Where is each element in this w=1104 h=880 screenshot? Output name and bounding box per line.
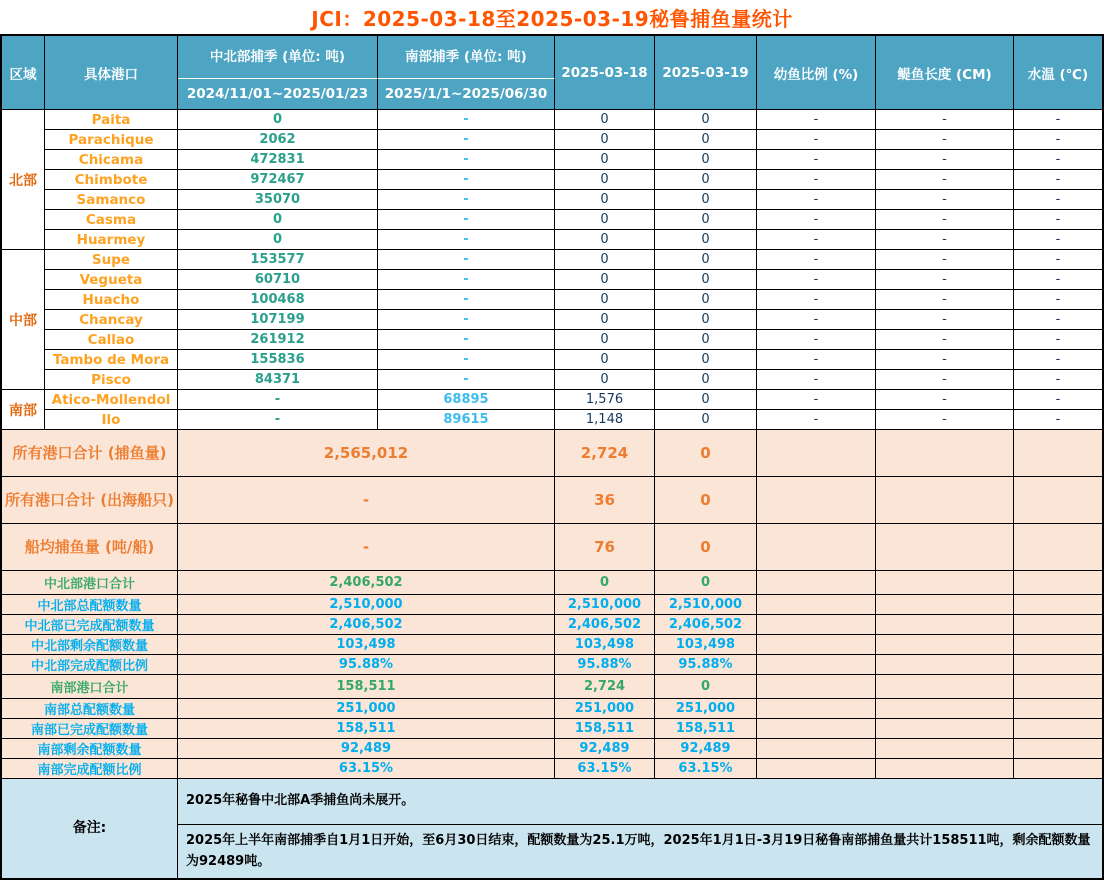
cell-nc-catch: 155836 xyxy=(178,350,378,370)
statistics-table xyxy=(0,34,1104,880)
header-water-temp: 水温 (℃) xyxy=(1014,36,1102,110)
section-date2-value: 251,000 xyxy=(655,699,757,719)
cell-length: - xyxy=(876,250,1014,270)
cell-temp: - xyxy=(1014,310,1102,330)
summary-season-value: 2,565,012 xyxy=(178,430,555,477)
remarks-note-1: 2025年秘鲁中北部A季捕鱼尚未展开。 xyxy=(178,779,1102,825)
cell-south-catch: - xyxy=(378,230,555,250)
cell-south-catch: - xyxy=(378,310,555,330)
cell-south-catch: - xyxy=(378,190,555,210)
cell-juvenile: - xyxy=(757,310,876,330)
section-date1-value: 2,724 xyxy=(555,675,655,699)
cell-temp: - xyxy=(1014,110,1102,130)
section-date1-value: 95.88% xyxy=(555,655,655,675)
cell-temp: - xyxy=(1014,290,1102,310)
cell-south-catch: - xyxy=(378,290,555,310)
cell-date1-value: 0 xyxy=(555,210,655,230)
cell-juvenile: - xyxy=(757,390,876,410)
cell-date1-value: 0 xyxy=(555,350,655,370)
cell-date1-value: 0 xyxy=(555,110,655,130)
cell-south-catch: 89615 xyxy=(378,410,555,430)
section-date2-value: 63.15% xyxy=(655,759,757,779)
empty-cell xyxy=(1014,430,1102,477)
cell-nc-catch: 35070 xyxy=(178,190,378,210)
cell-juvenile: - xyxy=(757,230,876,250)
empty-cell xyxy=(757,430,876,477)
header-region: 区域 xyxy=(2,36,45,110)
empty-cell xyxy=(757,635,876,655)
cell-date2-value: 0 xyxy=(655,410,757,430)
cell-temp: - xyxy=(1014,130,1102,150)
cell-length: - xyxy=(876,370,1014,390)
port-name: Atico-Mollendol xyxy=(45,390,178,410)
summary-date1-value: 36 xyxy=(555,477,655,524)
empty-cell xyxy=(876,524,1014,571)
empty-cell xyxy=(757,739,876,759)
section-date1-value: 0 xyxy=(555,571,655,595)
empty-cell xyxy=(876,759,1014,779)
port-name: Pisco xyxy=(45,370,178,390)
region-label: 中部 xyxy=(2,250,45,390)
empty-cell xyxy=(757,615,876,635)
section-season-value: 251,000 xyxy=(178,699,555,719)
empty-cell xyxy=(757,699,876,719)
cell-length: - xyxy=(876,190,1014,210)
empty-cell xyxy=(757,477,876,524)
cell-juvenile: - xyxy=(757,370,876,390)
region-label: 南部 xyxy=(2,390,45,430)
cell-juvenile: - xyxy=(757,350,876,370)
section-date1-value: 92,489 xyxy=(555,739,655,759)
cell-nc-catch: 60710 xyxy=(178,270,378,290)
section-season-value: 95.88% xyxy=(178,655,555,675)
cell-juvenile: - xyxy=(757,270,876,290)
section-date2-value: 103,498 xyxy=(655,635,757,655)
empty-cell xyxy=(757,655,876,675)
section-label: 中北部已完成配额数量 xyxy=(2,615,178,635)
cell-south-catch: - xyxy=(378,170,555,190)
section-date1-value: 63.15% xyxy=(555,759,655,779)
section-label: 南部已完成配额数量 xyxy=(2,719,178,739)
empty-cell xyxy=(876,699,1014,719)
cell-temp: - xyxy=(1014,350,1102,370)
cell-nc-catch: 0 xyxy=(178,110,378,130)
page-title: JCI：2025-03-18至2025-03-19秘鲁捕鱼量统计 xyxy=(0,0,1104,34)
empty-cell xyxy=(757,675,876,699)
cell-juvenile: - xyxy=(757,210,876,230)
section-date1-value: 251,000 xyxy=(555,699,655,719)
section-date2-value: 158,511 xyxy=(655,719,757,739)
cell-date2-value: 0 xyxy=(655,170,757,190)
cell-date2-value: 0 xyxy=(655,150,757,170)
remarks-label: 备注: xyxy=(2,779,178,878)
cell-length: - xyxy=(876,350,1014,370)
summary-label: 所有港口合计 (捕鱼量) xyxy=(2,430,178,477)
cell-south-catch: - xyxy=(378,150,555,170)
cell-nc-catch: 0 xyxy=(178,230,378,250)
empty-cell xyxy=(876,571,1014,595)
cell-temp: - xyxy=(1014,150,1102,170)
summary-season-value: - xyxy=(178,477,555,524)
cell-date1-value: 0 xyxy=(555,130,655,150)
cell-date2-value: 0 xyxy=(655,110,757,130)
empty-cell xyxy=(757,524,876,571)
cell-temp: - xyxy=(1014,390,1102,410)
section-date2-value: 2,406,502 xyxy=(655,615,757,635)
port-name: Supe xyxy=(45,250,178,270)
summary-date2-value: 0 xyxy=(655,524,757,571)
cell-date1-value: 0 xyxy=(555,290,655,310)
cell-south-catch: - xyxy=(378,110,555,130)
cell-length: - xyxy=(876,410,1014,430)
cell-date1-value: 0 xyxy=(555,250,655,270)
port-name: Chicama xyxy=(45,150,178,170)
section-date2-value: 2,510,000 xyxy=(655,595,757,615)
section-date2-value: 92,489 xyxy=(655,739,757,759)
cell-south-catch: - xyxy=(378,130,555,150)
cell-temp: - xyxy=(1014,250,1102,270)
port-name: Huarmey xyxy=(45,230,178,250)
empty-cell xyxy=(876,655,1014,675)
cell-date1-value: 0 xyxy=(555,150,655,170)
cell-temp: - xyxy=(1014,330,1102,350)
cell-date2-value: 0 xyxy=(655,250,757,270)
summary-label: 所有港口合计 (出海船只) xyxy=(2,477,178,524)
cell-nc-catch: 261912 xyxy=(178,330,378,350)
cell-date2-value: 0 xyxy=(655,270,757,290)
empty-cell xyxy=(757,719,876,739)
port-name: Callao xyxy=(45,330,178,350)
cell-temp: - xyxy=(1014,210,1102,230)
port-name: Chancay xyxy=(45,310,178,330)
section-season-value: 103,498 xyxy=(178,635,555,655)
cell-length: - xyxy=(876,110,1014,130)
section-date1-value: 2,510,000 xyxy=(555,595,655,615)
summary-date2-value: 0 xyxy=(655,477,757,524)
cell-date2-value: 0 xyxy=(655,190,757,210)
cell-length: - xyxy=(876,310,1014,330)
cell-date1-value: 0 xyxy=(555,310,655,330)
empty-cell xyxy=(876,719,1014,739)
section-label: 南部总配额数量 xyxy=(2,699,178,719)
cell-south-catch: - xyxy=(378,370,555,390)
empty-cell xyxy=(757,571,876,595)
cell-nc-catch: 2062 xyxy=(178,130,378,150)
empty-cell xyxy=(757,595,876,615)
section-season-value: 63.15% xyxy=(178,759,555,779)
cell-length: - xyxy=(876,130,1014,150)
cell-juvenile: - xyxy=(757,130,876,150)
port-name: Samanco xyxy=(45,190,178,210)
cell-south-catch: 68895 xyxy=(378,390,555,410)
cell-temp: - xyxy=(1014,170,1102,190)
cell-date1-value: 1,148 xyxy=(555,410,655,430)
cell-south-catch: - xyxy=(378,330,555,350)
cell-juvenile: - xyxy=(757,170,876,190)
section-date2-value: 0 xyxy=(655,675,757,699)
remarks-note-2: 2025年上半年南部捕季自1月1日开始，至6月30日结束，配额数量为25.1万吨，2025年1月1日-3月19日秘鲁南部捕鱼量共计158511吨，剩余配额数量为92489吨。 xyxy=(178,825,1102,878)
header-nc-season: 中北部捕季 (单位: 吨) xyxy=(178,36,378,79)
summary-date2-value: 0 xyxy=(655,430,757,477)
header-date-2: 2025-03-19 xyxy=(655,36,757,110)
cell-temp: - xyxy=(1014,370,1102,390)
port-name: Parachique xyxy=(45,130,178,150)
summary-date1-value: 2,724 xyxy=(555,430,655,477)
empty-cell xyxy=(1014,477,1102,524)
cell-juvenile: - xyxy=(757,150,876,170)
section-season-value: 158,511 xyxy=(178,675,555,699)
cell-juvenile: - xyxy=(757,290,876,310)
port-name: Casma xyxy=(45,210,178,230)
section-label: 中北部完成配额比例 xyxy=(2,655,178,675)
cell-length: - xyxy=(876,270,1014,290)
cell-juvenile: - xyxy=(757,110,876,130)
empty-cell xyxy=(757,759,876,779)
summary-label: 船均捕鱼量 (吨/船) xyxy=(2,524,178,571)
cell-nc-catch: 84371 xyxy=(178,370,378,390)
section-label: 中北部总配额数量 xyxy=(2,595,178,615)
cell-date1-value: 0 xyxy=(555,190,655,210)
cell-date2-value: 0 xyxy=(655,210,757,230)
cell-nc-catch: 972467 xyxy=(178,170,378,190)
empty-cell xyxy=(1014,655,1102,675)
section-date2-value: 0 xyxy=(655,571,757,595)
header-date-1: 2025-03-18 xyxy=(555,36,655,110)
cell-temp: - xyxy=(1014,270,1102,290)
cell-nc-catch: - xyxy=(178,390,378,410)
port-name: Paita xyxy=(45,110,178,130)
header-port: 具体港口 xyxy=(45,36,178,110)
cell-nc-catch: 0 xyxy=(178,210,378,230)
cell-date2-value: 0 xyxy=(655,370,757,390)
header-s-dates: 2025/1/1~2025/06/30 xyxy=(378,79,555,110)
cell-south-catch: - xyxy=(378,270,555,290)
empty-cell xyxy=(876,739,1014,759)
empty-cell xyxy=(1014,699,1102,719)
cell-date2-value: 0 xyxy=(655,330,757,350)
cell-date1-value: 0 xyxy=(555,370,655,390)
port-name: Vegueta xyxy=(45,270,178,290)
empty-cell xyxy=(1014,675,1102,699)
cell-south-catch: - xyxy=(378,350,555,370)
cell-date2-value: 0 xyxy=(655,390,757,410)
empty-cell xyxy=(876,430,1014,477)
section-label: 南部剩余配额数量 xyxy=(2,739,178,759)
section-season-value: 158,511 xyxy=(178,719,555,739)
cell-south-catch: - xyxy=(378,250,555,270)
section-date1-value: 2,406,502 xyxy=(555,615,655,635)
cell-temp: - xyxy=(1014,190,1102,210)
cell-length: - xyxy=(876,330,1014,350)
cell-date2-value: 0 xyxy=(655,350,757,370)
cell-juvenile: - xyxy=(757,190,876,210)
cell-nc-catch: - xyxy=(178,410,378,430)
section-date2-value: 95.88% xyxy=(655,655,757,675)
header-anchovy-length: 鳀鱼长度 (CM) xyxy=(876,36,1014,110)
cell-length: - xyxy=(876,210,1014,230)
empty-cell xyxy=(876,615,1014,635)
cell-length: - xyxy=(876,390,1014,410)
section-date1-value: 158,511 xyxy=(555,719,655,739)
cell-temp: - xyxy=(1014,230,1102,250)
cell-date1-value: 0 xyxy=(555,330,655,350)
cell-juvenile: - xyxy=(757,250,876,270)
cell-length: - xyxy=(876,290,1014,310)
empty-cell xyxy=(876,595,1014,615)
section-season-value: 2,510,000 xyxy=(178,595,555,615)
section-season-value: 92,489 xyxy=(178,739,555,759)
cell-date2-value: 0 xyxy=(655,230,757,250)
section-date1-value: 103,498 xyxy=(555,635,655,655)
empty-cell xyxy=(1014,595,1102,615)
summary-date1-value: 76 xyxy=(555,524,655,571)
empty-cell xyxy=(1014,719,1102,739)
cell-date1-value: 0 xyxy=(555,270,655,290)
cell-date2-value: 0 xyxy=(655,310,757,330)
empty-cell xyxy=(1014,615,1102,635)
port-name: Tambo de Mora xyxy=(45,350,178,370)
region-label: 北部 xyxy=(2,110,45,250)
empty-cell xyxy=(1014,739,1102,759)
section-label: 南部完成配额比例 xyxy=(2,759,178,779)
cell-date2-value: 0 xyxy=(655,130,757,150)
empty-cell xyxy=(876,477,1014,524)
empty-cell xyxy=(1014,759,1102,779)
section-label: 中北部港口合计 xyxy=(2,571,178,595)
cell-date1-value: 0 xyxy=(555,170,655,190)
cell-date1-value: 1,576 xyxy=(555,390,655,410)
port-name: Huacho xyxy=(45,290,178,310)
cell-nc-catch: 472831 xyxy=(178,150,378,170)
header-juvenile-ratio: 幼鱼比例 (%) xyxy=(757,36,876,110)
cell-juvenile: - xyxy=(757,410,876,430)
summary-season-value: - xyxy=(178,524,555,571)
cell-south-catch: - xyxy=(378,210,555,230)
empty-cell xyxy=(876,635,1014,655)
section-season-value: 2,406,502 xyxy=(178,615,555,635)
empty-cell xyxy=(1014,635,1102,655)
empty-cell xyxy=(1014,524,1102,571)
section-season-value: 2,406,502 xyxy=(178,571,555,595)
cell-date1-value: 0 xyxy=(555,230,655,250)
header-nc-dates: 2024/11/01~2025/01/23 xyxy=(178,79,378,110)
cell-juvenile: - xyxy=(757,330,876,350)
cell-nc-catch: 107199 xyxy=(178,310,378,330)
header-s-season: 南部捕季 (单位: 吨) xyxy=(378,36,555,79)
port-name: Ilo xyxy=(45,410,178,430)
cell-length: - xyxy=(876,150,1014,170)
empty-cell xyxy=(876,675,1014,699)
cell-nc-catch: 153577 xyxy=(178,250,378,270)
section-label: 南部港口合计 xyxy=(2,675,178,699)
cell-temp: - xyxy=(1014,410,1102,430)
empty-cell xyxy=(1014,571,1102,595)
cell-nc-catch: 100468 xyxy=(178,290,378,310)
section-label: 中北部剩余配额数量 xyxy=(2,635,178,655)
cell-length: - xyxy=(876,230,1014,250)
cell-length: - xyxy=(876,170,1014,190)
cell-date2-value: 0 xyxy=(655,290,757,310)
port-name: Chimbote xyxy=(45,170,178,190)
